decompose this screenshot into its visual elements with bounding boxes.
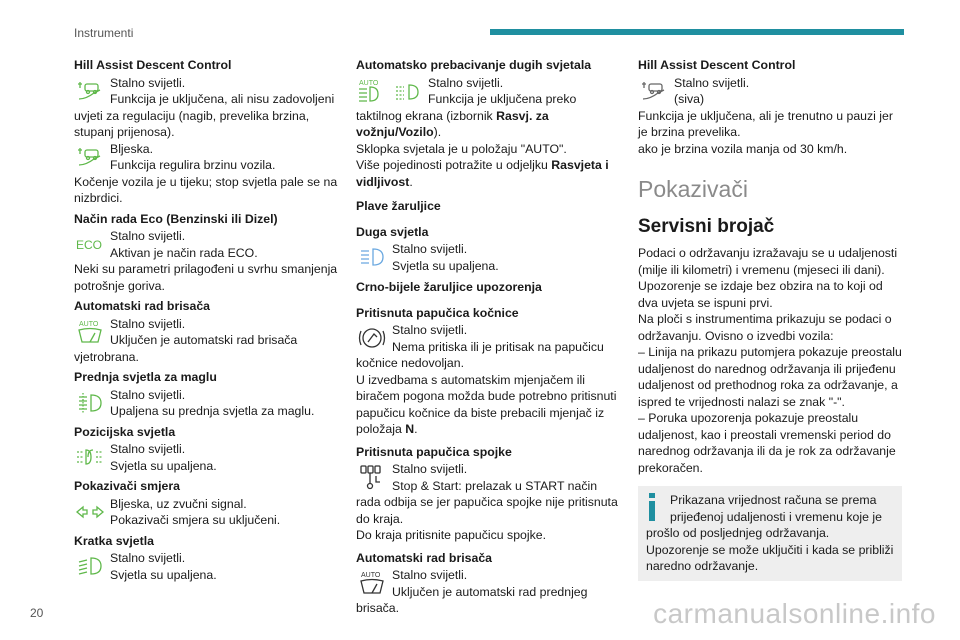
clutch-title: Pritisnuta papučica spojke <box>356 444 512 459</box>
watermark: carmanualsonline.info <box>653 598 936 629</box>
brake-line2: Nema pritiska ili je pritisak na papučicu <box>392 339 604 354</box>
autohigh-text: taktilnog ekrana (izbornik Rasvj. za vožnju/Vozilo). <box>356 108 549 139</box>
pos-line2: Svjetla su upaljena. <box>110 458 217 473</box>
wiper2-line2: Uključen je automatski rad prednjeg <box>392 584 588 599</box>
auto-wiper-bw-icon <box>356 567 388 599</box>
bw-lamps-heading: Crno-bijele žaruljice upozorenja <box>356 280 542 294</box>
eco-line1: Stalno svijetli. <box>110 229 186 243</box>
fog-line1: Stalno svijetli. <box>110 387 186 402</box>
high-title: Duga svjetla <box>356 224 429 239</box>
brake-pedal-icon <box>356 322 388 354</box>
info-rest2: Upozorenje se može uključiti i kada se približi naredno održavanje. <box>646 542 894 573</box>
service-p3: Na ploči s instrumentima prikazuju se podaci o održavanju. Ovisno o izvedbi vozila: <box>638 312 892 343</box>
hill-descent-active-icon <box>74 141 106 173</box>
high-line1: Stalno svijetli. <box>392 242 468 256</box>
autohigh-line1: Stalno svijetli. <box>428 75 504 90</box>
hadc2-text: Funkcija je uključena, ali je trenutno u pauzi jer je brzina prevelika. <box>638 108 893 139</box>
clutch-text: rada odbija se jer papučica spojke nije pritisnuta do kraja. <box>356 495 618 526</box>
wiper2-line1: Stalno svijetli. <box>392 568 468 582</box>
column-left <box>74 57 344 587</box>
high-line2: Svjetla su upaljena. <box>392 258 499 273</box>
column-right <box>638 57 902 581</box>
hill-descent-icon <box>74 75 106 107</box>
turn-line2: Pokazivači smjera su uključeni. <box>110 513 281 527</box>
hadc-line3: Bljeska. <box>110 141 154 156</box>
turn-signal-icon <box>74 496 106 528</box>
indicators-title: Pokazivači <box>638 176 748 202</box>
hadc-line4: Funkcija regulira brzinu vozila. <box>110 158 276 172</box>
svg-text:AUTO: AUTO <box>79 320 99 328</box>
hadc-text2: Kočenje vozila je u tijeku; stop svjetla pale se na nizbrdici. <box>74 174 338 205</box>
position-lights-icon <box>74 441 106 473</box>
blue-lamps-heading: Plave žaruljice <box>356 199 441 213</box>
low-line1: Stalno svijetli. <box>110 551 186 565</box>
low-section <box>74 533 344 584</box>
hadc2-line2: (siva) <box>674 92 705 106</box>
eco-text: Neki su parametri prilagođeni u svrhu smanjenja potrošnje goriva. <box>74 262 338 293</box>
high-beam-icon <box>356 241 388 273</box>
wiper-line2: Uključen je automatski rad brisača <box>110 333 298 347</box>
wiper2-title: Automatski rad brisača <box>356 550 492 565</box>
svg-text:AUTO: AUTO <box>359 79 379 87</box>
hadc-text: uvjeti za regulaciju (nagib, prevelika brzina, stupanj prijenosa). <box>74 108 310 139</box>
fog-section <box>74 369 344 420</box>
clutch-section <box>356 444 618 544</box>
brake-text: kočnice nedovoljan. <box>356 356 465 370</box>
eco-line2: Aktivan je način rada ECO. <box>110 245 258 260</box>
eco-section <box>74 211 344 295</box>
wiper2-section <box>356 550 618 617</box>
info-line2: prijeđenoj udaljenosti i vremenu koje je <box>670 509 882 524</box>
turn-section <box>74 478 344 529</box>
fog-line2: Upaljena su prednja svjetla za maglu. <box>110 404 315 418</box>
page-number: 20 <box>30 606 44 620</box>
service-p1: Podaci o održavanju izražavaju se u udaljenosti (milje ili kilometri) i vremenu (mjeseci ili dani). <box>638 246 898 277</box>
wiper-text: vjetrobrana. <box>74 349 139 364</box>
brake-section <box>356 305 618 438</box>
auto-high-beam-icon <box>356 75 388 107</box>
service-counter-heading: Servisni brojač <box>638 216 775 237</box>
high-section <box>356 224 618 275</box>
pos-line1: Stalno svijetli. <box>110 442 186 456</box>
brake-line1: Stalno svijetli. <box>392 323 468 337</box>
wiper-title: Automatski rad brisača <box>74 299 210 313</box>
hadc-section <box>74 57 344 207</box>
clutch-pedal-icon <box>356 461 388 493</box>
low-beam-icon <box>74 550 106 582</box>
turn-title: Pokazivači smjera <box>74 479 180 493</box>
clutch-text2: Do kraja pritisnite papučicu spojke. <box>356 528 547 542</box>
eco-icon <box>74 228 106 260</box>
column-middle <box>356 57 618 621</box>
svg-text:AUTO: AUTO <box>361 572 381 579</box>
autohigh-section <box>356 57 618 190</box>
pos-title: Pozicijska svjetla <box>74 424 176 439</box>
info-icon <box>647 493 657 521</box>
brake-title: Pritisnuta papučica kočnice <box>356 305 519 320</box>
service-p4: – Linija na prikazu putomjera pokazuje preostalu udaljenost do narednog održavanja ili prijeđenu udaljenost od prethodnog roka za održavanje, a ispred te vrijednosti nalazi se znak "-". <box>638 345 902 409</box>
hadc-line1: Stalno svijetli. <box>110 75 186 90</box>
auto-high-beam-dipped-icon <box>392 75 424 107</box>
hadc-line2: Funkcija je uključena, ali nisu zadovoljeni <box>110 92 335 106</box>
wiper2-text: brisača. <box>356 601 400 615</box>
hadc-title: Hill Assist Descent Control <box>74 58 232 72</box>
info-rest: prošlo od posljednjeg održavanja. <box>646 526 830 540</box>
autohigh-text3: Više pojedinosti potražite u odjeljku Rasvjeta i vidljivost. <box>356 158 609 189</box>
hadc2-line1: Stalno svijetli. <box>674 75 750 90</box>
turn-line1: Bljeska, uz zvučni signal. <box>110 496 247 511</box>
brake-text2: U izvedbama s automatskim mjenjačem ili biračem pogona možda bude potrebno pritisnuti papučicu kočnice da biste prebacili mjenjač iz položaja N. <box>356 372 617 436</box>
hadc2-text2: ako je brzina vozila manja od 30 km/h. <box>638 141 848 156</box>
autohigh-text2: Sklopka svjetala je u položaju "AUTO". <box>356 141 567 156</box>
info-box <box>638 486 902 581</box>
section-header: Instrumenti <box>74 26 134 40</box>
clutch-line2: Stop & Start: prelazak u START način <box>392 478 598 493</box>
auto-wiper-icon <box>74 316 106 348</box>
service-p5: – Poruka upozorenja pokazuje preostalu udaljenost, kao i preostali vremenski period do narednog održavanja ili da je rok za održavanje prekoračen. <box>638 411 896 475</box>
clutch-line1: Stalno svijetli. <box>392 462 468 476</box>
info-line1: Prikazana vrijednost računa se prema <box>670 493 877 507</box>
hadc2-title: Hill Assist Descent Control <box>638 58 796 72</box>
hadc2-section <box>638 57 902 157</box>
low-title: Kratka svjetla <box>74 533 154 548</box>
service-p2: Upozorenje se izdaje bez obzira na to koji od dva uvjeta se ispuni prvi. <box>638 279 883 310</box>
wiper-line1: Stalno svijetli. <box>110 316 186 331</box>
eco-title: Način rada Eco (Benzinski ili Dizel) <box>74 211 278 226</box>
svg-text:ECO: ECO <box>76 238 103 252</box>
low-line2: Svjetla su upaljena. <box>110 567 217 582</box>
wiper-section <box>74 298 344 365</box>
hill-descent-grey-icon <box>638 75 670 107</box>
header-bar <box>490 29 904 35</box>
pos-section <box>74 424 344 475</box>
front-fog-icon <box>74 387 106 419</box>
autohigh-line2: Funkcija je uključena preko <box>428 92 577 106</box>
fog-title: Prednja svjetla za maglu <box>74 370 217 384</box>
autohigh-title: Automatsko prebacivanje dugih svjetala <box>356 58 592 72</box>
